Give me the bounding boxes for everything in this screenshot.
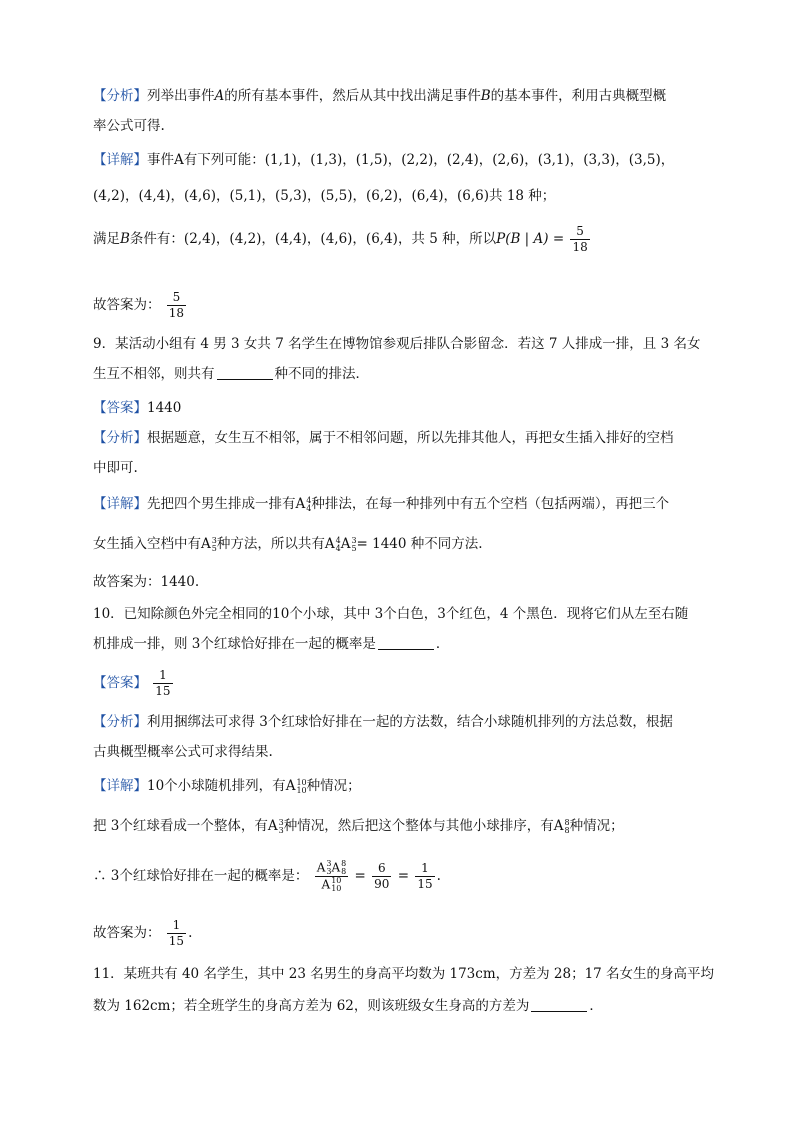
q9-detail-2: 女生插入空档中有A 3 5 种方法，所以共有A 4 4 A 3 5 = 1440 种不同方法.	[93, 535, 483, 553]
arrangement-symbol: A 4 4	[295, 495, 312, 513]
q9-analysis-2: 中即可.	[93, 460, 138, 476]
arrangement-symbol: A 3 5	[201, 535, 217, 553]
answer-blank	[378, 635, 434, 650]
q9-stem-1: 9．某活动小组有 4 男 3 女共 7 名学生在博物馆参观后排队合影留念．若这 7 人排成一排，且 3 名女	[93, 336, 701, 352]
fraction: $\frac{1}{15}$	[417, 861, 433, 891]
q11-stem-1: 11．某班共有 40 名学生，其中 23 名男生的身高平均数为 173cm，方差为 28；17 名女生的身高平均	[93, 966, 715, 982]
q8-detail-line-3: 满足B条件有：(2,4)，(4,2)，(4,4)，(4,6)，(6,4)，共 5 种，所以P(B | A) = $\frac{5}{18}$	[93, 224, 588, 254]
q9-detail-1: 【详解】先把四个男生排成一排有A 4 4 种排法，在每一种排列中有五个空档（包括两端），再把三个	[93, 495, 670, 513]
q8-detail-line-1: 【详解】事件A有下列可能：(1,1)，(1,3)，(1,5)，(2,2)，(2,4)，(2,6)，(3,1)，(3,3)，(3,5)，	[93, 152, 675, 168]
q9-analysis-1: 【分析】根据题意，女生互不相邻，属于不相邻问题，所以先排其他人，再把女生插入排好的空档	[93, 430, 674, 446]
q11-stem-2: 数为 162cm；若全班学生的身高方差为 62，则该班级女生身高的方差为 ．	[93, 998, 603, 1014]
fraction: A 3 3 A 8 8 A 10 10	[316, 859, 347, 893]
fraction: $\frac{5}{18}$	[572, 224, 588, 254]
q10-answer: 【答案】 $\frac{1}{15}$	[93, 668, 171, 698]
q8-analysis: 【分析】列举出事件A的所有基本事件，然后从其中找出满足事件B的基本事件，利用古典概型概	[93, 88, 667, 104]
q10-detail-3: ∴ 3个红球恰好排在一起的概率是： A 3 3 A 8 8 A 10 10 = $\frac{6}{90}$ = $\frac{1}{15}$ .	[93, 859, 441, 893]
arrangement-symbol: A 4 4 A 3 5	[324, 535, 357, 553]
answer-blank	[217, 365, 273, 380]
fraction: $\frac{1}{15}$	[155, 668, 171, 698]
q8-detail-line-2: (4,2)，(4,4)，(4,6)，(5,1)，(5,3)，(5,5)，(6,2)，(6,4)，(6,6)共 18 种；	[93, 188, 556, 204]
q10-final: 故答案为： $\frac{1}{15}$ .	[93, 918, 193, 948]
q10-detail-2: 把 3个红球看成一个整体，有A 3 3 种情况，然后把这个整体与其他小球排序，有A 8 8 种情况；	[93, 817, 624, 835]
arrangement-symbol: A 3 3	[267, 817, 284, 835]
q10-analysis-1: 【分析】利用捆绑法可求得 3个红球恰好排在一起的方法数，结合小球随机排列的方法总数，根据	[93, 714, 673, 730]
fraction: $\frac{5}{18}$	[168, 290, 185, 320]
q10-stem-1: 10．已知除颜色外完全相同的10个小球，其中 3个白色，3个红色，4 个黑色．现将它们从左至右随	[93, 606, 689, 622]
fraction: $\frac{6}{90}$	[374, 861, 390, 891]
analysis-tag: 【分析】	[93, 88, 147, 104]
q10-analysis-2: 古典概型概率公式可求得结果.	[93, 744, 273, 760]
arrangement-symbol: A 8 8	[553, 817, 570, 835]
q10-detail-1: 【详解】10个小球随机排列，有A 10 10 种情况；	[93, 777, 361, 795]
answer-blank	[531, 997, 587, 1012]
q9-answer: 【答案】1440	[93, 400, 182, 416]
q9-final: 故答案为：1440.	[93, 574, 200, 590]
q9-stem-2: 生互不相邻，则共有 种不同的排法．	[93, 366, 369, 382]
q10-stem-2: 机排成一排，则 3个红球恰好排在一起的概率是 ．	[93, 636, 450, 652]
q8-analysis-cont: 率公式可得.	[93, 118, 165, 134]
arrangement-symbol: A 10 10	[285, 777, 307, 795]
detail-tag: 【详解】	[93, 152, 147, 168]
fraction: $\frac{1}{15}$	[168, 918, 185, 948]
q8-answer: 故答案为： $\frac{5}{18}$	[93, 290, 185, 320]
